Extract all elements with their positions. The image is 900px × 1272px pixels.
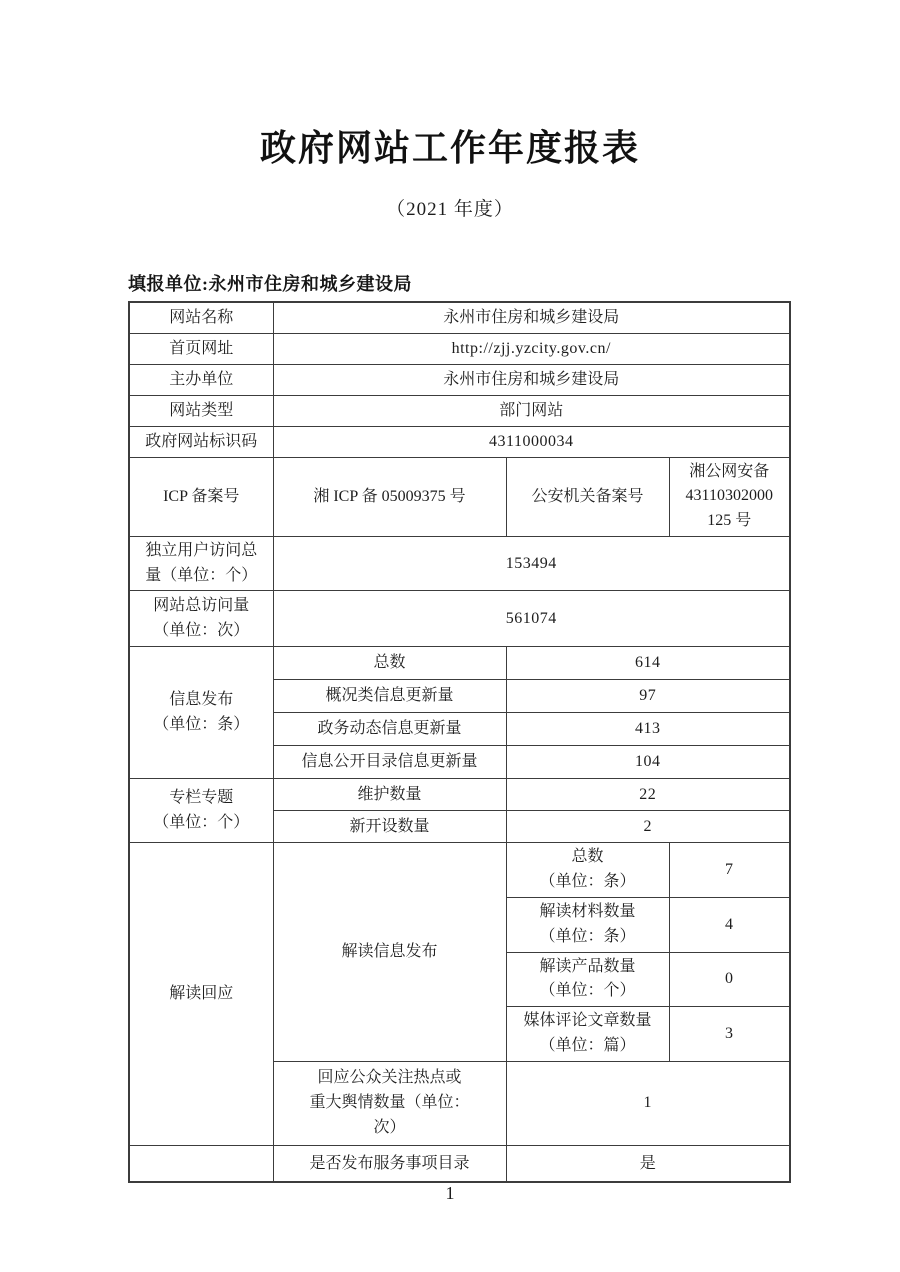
info-publish-dynamics-label: 政务动态信息更新量	[273, 713, 506, 746]
website-name-label: 网站名称	[129, 302, 273, 333]
site-id-label: 政府网站标识码	[129, 426, 273, 457]
service-catalog-label: 是否发布服务事项目录	[273, 1145, 506, 1182]
interpret-material-label-line: 解读材料数量	[539, 903, 636, 921]
website-type-row	[129, 395, 790, 426]
hotspot-response-label-line: 重大舆情数量（单位：	[309, 1093, 470, 1111]
icp-row	[129, 457, 790, 536]
annual-report-table	[128, 301, 791, 1183]
interpret-total-label-line: 总数	[571, 848, 604, 866]
total-visits-label	[129, 591, 273, 647]
website-type-value: 部门网站	[273, 395, 790, 426]
interpret-total-label	[506, 843, 669, 898]
page-subtitle: （2021 年度）	[386, 199, 514, 220]
special-topic-maintain-value: 22	[506, 779, 790, 811]
special-topic-group-label	[129, 779, 273, 843]
info-publish-group-label-line: （单位：条）	[153, 715, 250, 733]
website-name-row	[129, 302, 790, 333]
hotspot-response-label-line: 次）	[373, 1118, 406, 1136]
unique-visitors-label	[129, 536, 273, 591]
filing-unit-label: 填报单位:	[128, 274, 209, 294]
info-publish-total-label: 总数	[273, 647, 506, 680]
host-unit-label: 主办单位	[129, 364, 273, 395]
interpret-total-value: 7	[669, 843, 790, 898]
icp-label: ICP 备案号	[129, 457, 273, 536]
info-publish-dynamics-value: 413	[506, 713, 790, 746]
interpret-group-label: 解读回应	[129, 843, 273, 1145]
security-filing-label: 公安机关备案号	[506, 457, 669, 536]
special-topic-maintain-row	[129, 779, 790, 811]
interpret-total-label-line: （单位：条）	[539, 873, 636, 891]
hotspot-response-label	[273, 1061, 506, 1145]
info-publish-overview-label: 概况类信息更新量	[273, 680, 506, 713]
info-publish-group-label	[129, 647, 273, 779]
homepage-url-value: http://zjj.yzcity.gov.cn/	[273, 333, 790, 364]
page-number: 1	[445, 1183, 455, 1203]
interpret-media-label-line: 媒体评论文章数量	[523, 1012, 652, 1030]
website-name-value: 永州市住房和城乡建设局	[273, 302, 790, 333]
interpret-total-row	[129, 843, 790, 898]
security-filing-line: 125 号	[707, 512, 752, 530]
interpret-material-label	[506, 898, 669, 953]
unique-visitors-label-line: 量（单位：个）	[145, 566, 258, 584]
special-topic-new-label: 新开设数量	[273, 811, 506, 843]
site-id-value: 4311000034	[273, 426, 790, 457]
icp-value: 湘 ICP 备 05009375 号	[273, 457, 506, 536]
info-publish-catalog-label: 信息公开目录信息更新量	[273, 746, 506, 779]
total-visits-value: 561074	[273, 591, 790, 647]
interpret-publish-label: 解读信息发布	[273, 843, 506, 1061]
special-topic-group-label-line: （单位：个）	[153, 813, 250, 831]
homepage-url-label: 首页网址	[129, 333, 273, 364]
site-id-row	[129, 426, 790, 457]
info-publish-catalog-value: 104	[506, 746, 790, 779]
special-topic-maintain-label: 维护数量	[273, 779, 506, 811]
interpret-product-label	[506, 952, 669, 1007]
page-title: 政府网站工作年度报表	[259, 127, 640, 168]
total-visits-label-line: （单位：次）	[153, 621, 250, 639]
hotspot-response-label-line: 回应公众关注热点或	[317, 1069, 462, 1087]
total-visits-row	[129, 591, 790, 647]
interpret-product-value: 0	[669, 952, 790, 1007]
info-publish-total-value: 614	[506, 647, 790, 680]
special-topic-group-label-line: 专栏专题	[169, 789, 234, 807]
info-publish-group-label-line: 信息发布	[169, 691, 234, 709]
hotspot-response-value: 1	[506, 1061, 790, 1145]
info-publish-total-row	[129, 647, 790, 680]
interpret-media-label-line: （单位：篇）	[539, 1037, 636, 1055]
interpret-product-label-line: 解读产品数量	[539, 957, 636, 975]
interpret-media-label	[506, 1007, 669, 1062]
interpret-product-label-line: （单位：个）	[539, 982, 636, 1000]
homepage-url-row	[129, 333, 790, 364]
filing-unit	[128, 270, 412, 296]
interpret-material-value: 4	[669, 898, 790, 953]
security-filing-line: 43110302000	[685, 487, 773, 505]
security-filing-line: 湘公网安备	[689, 462, 770, 480]
total-visits-label-line: 网站总访问量	[153, 597, 250, 615]
interpret-media-value: 3	[669, 1007, 790, 1062]
host-unit-value: 永州市住房和城乡建设局	[273, 364, 790, 395]
info-publish-overview-value: 97	[506, 680, 790, 713]
service-catalog-row	[129, 1145, 790, 1182]
unique-visitors-label-line: 独立用户访问总	[145, 541, 258, 559]
service-catalog-value: 是	[506, 1145, 790, 1182]
interpret-material-label-line: （单位：条）	[539, 927, 636, 945]
filing-unit-value: 永州市住房和城乡建设局	[208, 274, 412, 294]
service-catalog-empty-cell	[129, 1145, 273, 1182]
security-filing-value	[669, 457, 790, 536]
website-type-label: 网站类型	[129, 395, 273, 426]
host-unit-row	[129, 364, 790, 395]
unique-visitors-value: 153494	[273, 536, 790, 591]
special-topic-new-value: 2	[506, 811, 790, 843]
unique-visitors-row	[129, 536, 790, 591]
